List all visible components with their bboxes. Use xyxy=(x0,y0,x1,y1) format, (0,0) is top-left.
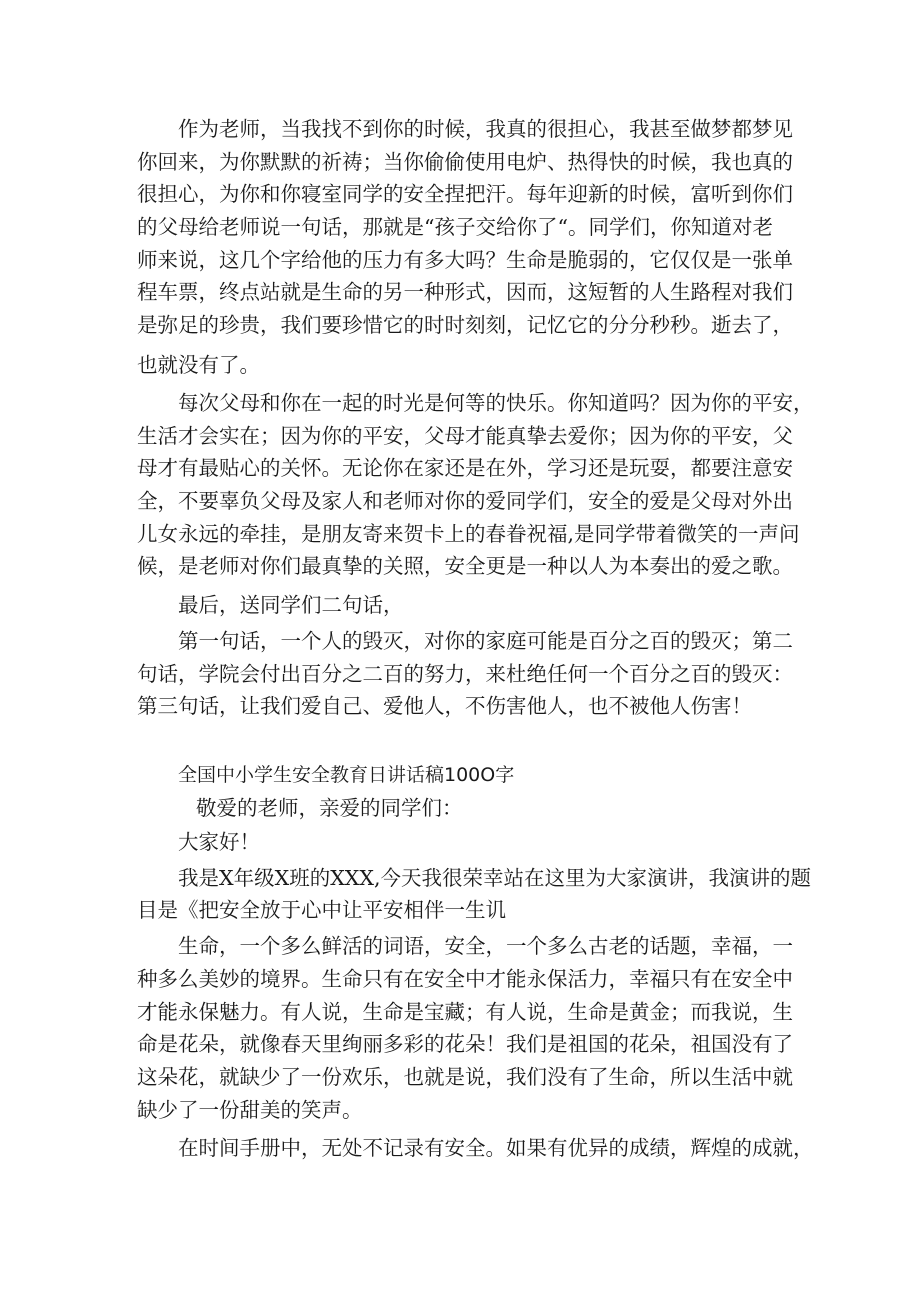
paragraph-line: 这朵花，就缺少了一份欢乐，也就是说，我们没有了生命，所以生活中就 xyxy=(137,1065,793,1089)
paragraph-line: 候，是老师对你们最真挚的关照，安全更是一种以人为本奏出的爱之歌。 xyxy=(137,554,793,578)
paragraph-line: 在时间手册中，无处不记录有安全。如果有优异的成绩，辉煌的成就， xyxy=(178,1136,814,1160)
paragraph-line: 缺少了一份甜美的笑声。 xyxy=(137,1098,363,1122)
paragraph-line: 很担心，为你和你寝室同学的安全捏把汗。每年迎新的时候，富听到你们 xyxy=(137,182,793,206)
paragraph-line: 我是X年级X班的XXX,今天我很荣幸站在这里为大家演讲，我演讲的题 xyxy=(178,866,811,890)
paragraph-line: 才能永保魅力。有人说，生命是宝藏；有人说，生命是黄金；而我说，生 xyxy=(137,1000,793,1024)
greeting-line: 敬爱的老师，亲爱的同学们： xyxy=(196,796,463,820)
paragraph-line: 最后，送同学们二句话， xyxy=(178,593,404,617)
paragraph-line: 生活才会实在；因为你的平安，父母才能真挚去爱你；因为你的平安，父 xyxy=(137,424,793,448)
paragraph-line: 是弥足的珍贵，我们要珍惜它的时时刻刻，记忆它的分分秒秒。逝去了， xyxy=(137,313,793,337)
paragraph-line: 第三句话，让我们爱自己、爱他人，不伤害他人，也不被他人伤害！ xyxy=(137,694,752,718)
paragraph-line: 全，不要辜负父母及家人和老师对你的爱同学们，安全的爱是父母对外出 xyxy=(137,489,793,513)
greeting-line: 大家好！ xyxy=(178,830,260,854)
paragraph-line: 作为老师，当我找不到你的时候，我真的很担心，我甚至做梦都梦见 xyxy=(178,117,793,141)
paragraph-line: 你回来，为你默默的祈祷；当你偷偷使用电炉、热得快的时候，我也真的 xyxy=(137,150,793,174)
paragraph-line: 每次父母和你在一起的时光是何等的快乐。你知道吗？因为你的平安， xyxy=(178,391,814,415)
paragraph-line: 命是花朵，就像春天里绚丽多彩的花朵！我们是祖国的花朵，祖国没有了 xyxy=(137,1032,793,1056)
paragraph-line: 生命，一个多么鲜活的词语，安全，一个多么古老的话题，幸福，一 xyxy=(178,934,793,958)
paragraph-line: 师来说，这几个字给他的压力有多大吗？生命是脆弱的，它仅仅是一张单 xyxy=(137,248,793,272)
paragraph-line: 种多么美妙的境界。生命只有在安全中才能永保活力，幸福只有在安全中 xyxy=(137,967,793,991)
paragraph-line: 句话，学院会付出百分之二百的努力，来杜绝任何一个百分之百的毁灭： xyxy=(137,662,793,686)
paragraph-line: 母才有最贴心的关怀。无论你在家还是在外，学习还是玩耍，都要注意安 xyxy=(137,456,793,480)
paragraph-line: 儿女永远的牵挂，是朋友寄来贺卡上的春眷祝福,是同学带着微笑的一声问 xyxy=(137,522,800,546)
paragraph-line: 目是《把安全放于心中让平安相伴一生讥 xyxy=(137,898,506,922)
section-title: 全国中小学生安全教育日讲话稿100O字 xyxy=(178,764,515,786)
paragraph-line: 程车票，终点站就是生命的另一种形式，因而，这短暂的人生路程对我们 xyxy=(137,280,793,304)
paragraph-line: 第一句话，一个人的毁灭，对你的家庭可能是百分之百的毁灭；第二 xyxy=(178,629,793,653)
paragraph-line: 也就没有了。 xyxy=(137,353,260,377)
paragraph-line: 的父母给老师说一句话，那就是“孩子交给你了“。同学们，你知道对老 xyxy=(137,215,773,239)
